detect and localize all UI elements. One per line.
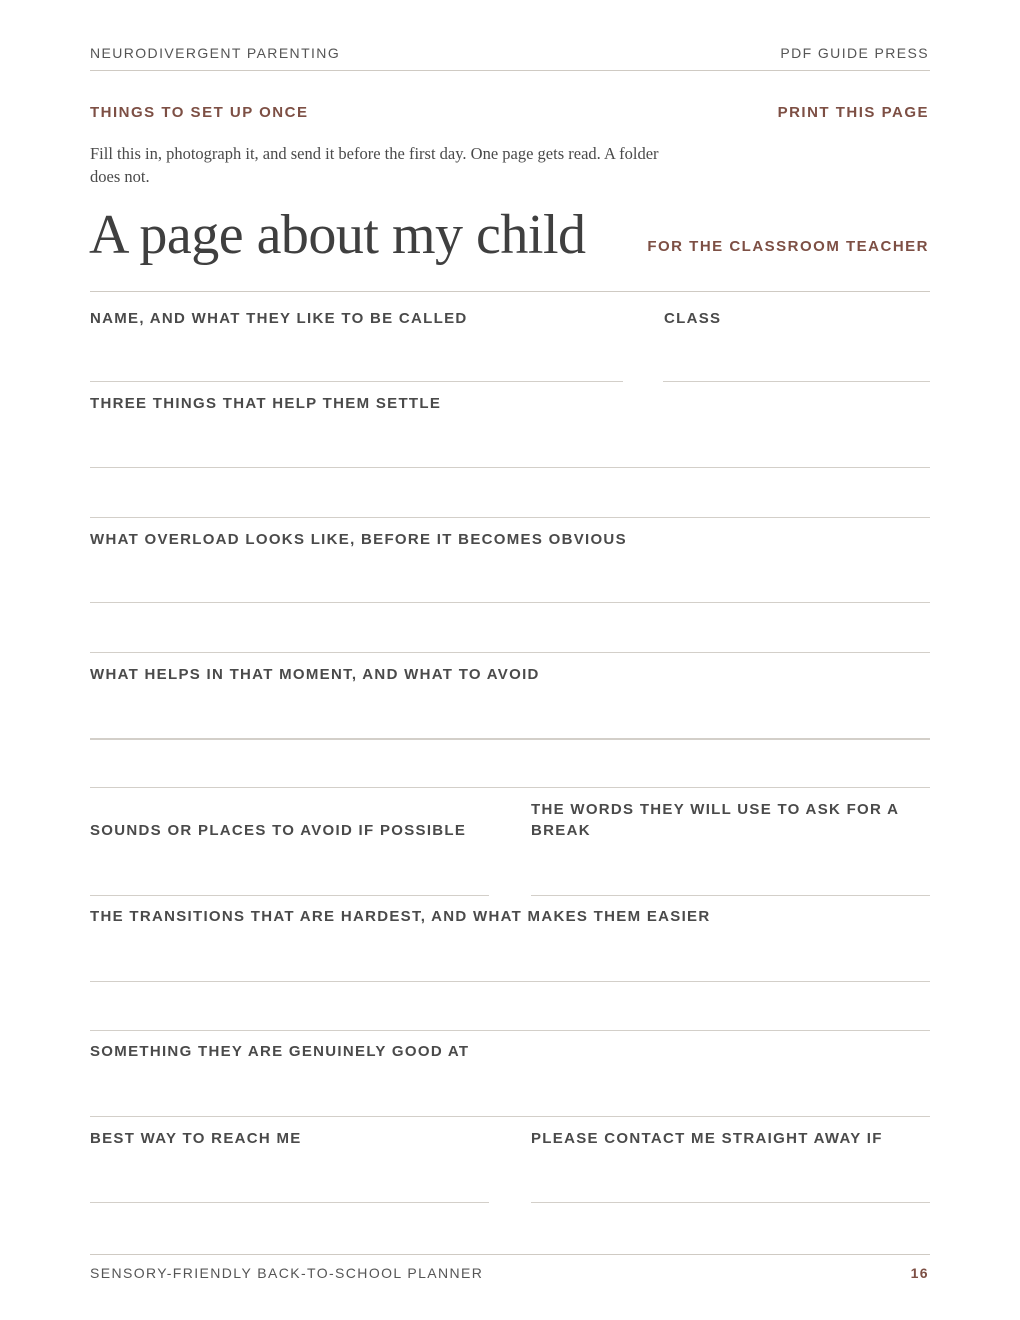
settle-write-line-1[interactable] [90,467,930,468]
sounds-field-label: SOUNDS OR PLACES TO AVOID IF POSSIBLE [90,822,467,839]
audience-label: FOR THE CLASSROOM TEACHER [647,238,929,255]
page-number: 16 [910,1265,929,1281]
header-divider [90,70,930,71]
sounds-write-line[interactable] [90,895,489,896]
settle-field-label: THREE THINGS THAT HELP THEM SETTLE [90,395,442,412]
overload-field-label: WHAT OVERLOAD LOOKS LIKE, BEFORE IT BECOMES OBVIOUS [90,531,627,548]
transitions-write-line-1[interactable] [90,981,930,982]
print-page-label: PRINT THIS PAGE [777,104,929,121]
helps-write-line-2[interactable] [90,787,930,788]
footer-title: SENSORY-FRIENDLY BACK-TO-SCHOOL PLANNER [90,1265,484,1281]
break-words-write-line[interactable] [531,895,930,896]
reach-field-label: BEST WAY TO REACH ME [90,1130,302,1147]
overload-write-line-1[interactable] [90,602,930,603]
good-at-field-label: SOMETHING THEY ARE GENUINELY GOOD AT [90,1043,470,1060]
contact-write-line[interactable] [531,1202,930,1203]
break-words-field-label: THE WORDS THEY WILL USE TO ASK FOR A BREAK [531,801,899,839]
name-field-label: NAME, AND WHAT THEY LIKE TO BE CALLED [90,310,468,327]
transitions-write-line-2[interactable] [90,1030,930,1031]
running-header-right: PDF GUIDE PRESS [780,45,929,61]
transitions-field-label: THE TRANSITIONS THAT ARE HARDEST, AND WHAT MAKES THEM EASIER [90,908,711,925]
settle-write-line-2[interactable] [90,517,930,518]
intro-text: Fill this in, photograph it, and send it before the first day. One page gets read. A folder does not. [90,144,659,186]
helps-field-label: WHAT HELPS IN THAT MOMENT, AND WHAT TO AVOID [90,666,540,683]
good-at-write-line[interactable] [90,1116,930,1117]
reach-write-line[interactable] [90,1202,489,1203]
name-write-line[interactable] [90,381,623,382]
class-field-label: CLASS [664,310,722,327]
contact-field-label: PLEASE CONTACT ME STRAIGHT AWAY IF [531,1130,883,1147]
title-divider [90,291,930,292]
class-write-line[interactable] [663,381,930,382]
section-kicker: THINGS TO SET UP ONCE [90,104,309,121]
footer-divider [90,1254,930,1255]
page-title: A page about my child [89,204,586,266]
overload-write-line-2[interactable] [90,652,930,653]
helps-write-line-1[interactable] [90,738,930,740]
running-header-left: NEURODIVERGENT PARENTING [90,45,341,61]
